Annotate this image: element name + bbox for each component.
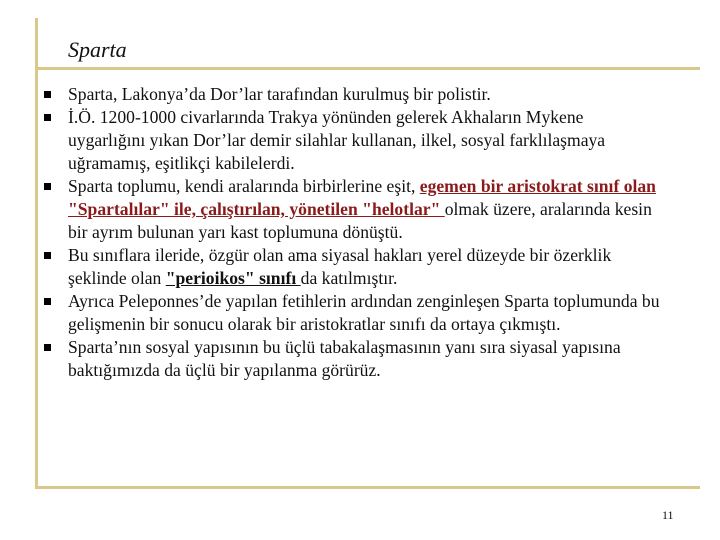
slide-title: Sparta (68, 37, 127, 62)
bullet-text: da katılmıştır. (300, 268, 398, 288)
title-rule (35, 67, 700, 70)
bullet-list (44, 83, 664, 382)
bullet-text: Bu sınıflara ileride, özgür olan ama siyasal hakları yerel düzeyde bir özerklik şeklinde olan (68, 245, 612, 288)
square-bullet-icon (44, 114, 51, 121)
footer-rule (35, 486, 700, 489)
bullet-item (44, 290, 664, 336)
bullet-text: Ayrıca Peleponnes’de yapılan fetihlerin ardından zenginleşen Sparta toplumunda bu gelişmenin bir sonucu olarak bir aristokratlar sınıfı da ortaya çıkmıştı. (68, 291, 660, 334)
bullet-item (44, 175, 664, 244)
square-bullet-icon (44, 344, 51, 351)
bullet-item (44, 336, 664, 382)
bullet-text: Sparta toplumu, kendi aralarında birbirlerine eşit, (68, 176, 420, 196)
bullet-text: olmak üzere, aralarında kesin bir ayrım bulunan yarı kast toplumuna dönüştü. (68, 199, 652, 242)
bullet-item (44, 106, 664, 175)
bullet-item (44, 83, 664, 106)
square-bullet-icon (44, 183, 51, 190)
left-rule (35, 18, 38, 488)
bullet-text: İ.Ö. 1200-1000 civarlarında Trakya yönünden gelerek Akhaların Mykene uygarlığını yıkan Dor’lar demir silahlar kullanan, ilkel, sosyal farklılaşmaya uğramamış, eşitlikçi kabilelerdi. (68, 107, 606, 173)
square-bullet-icon (44, 298, 51, 305)
highlight-text: "perioikos" sınıfı (165, 268, 301, 288)
square-bullet-icon (44, 252, 51, 259)
highlight-text: egemen bir aristokrat sınıf olan "Spartalılar" ile, çalıştırılan, yönetilen "helotlar" (68, 176, 656, 219)
bullet-text: Sparta, Lakonya’da Dor’lar tarafından kurulmuş bir polistir. (68, 84, 491, 104)
page-number: 11 (662, 508, 674, 522)
bullet-text: Sparta’nın sosyal yapısının bu üçlü tabakalaşmasının yanı sıra siyasal yapısına baktığımızda da üçlü bir yapılanma görürüz. (68, 337, 621, 380)
square-bullet-icon (44, 91, 51, 98)
bullet-item (44, 244, 664, 290)
